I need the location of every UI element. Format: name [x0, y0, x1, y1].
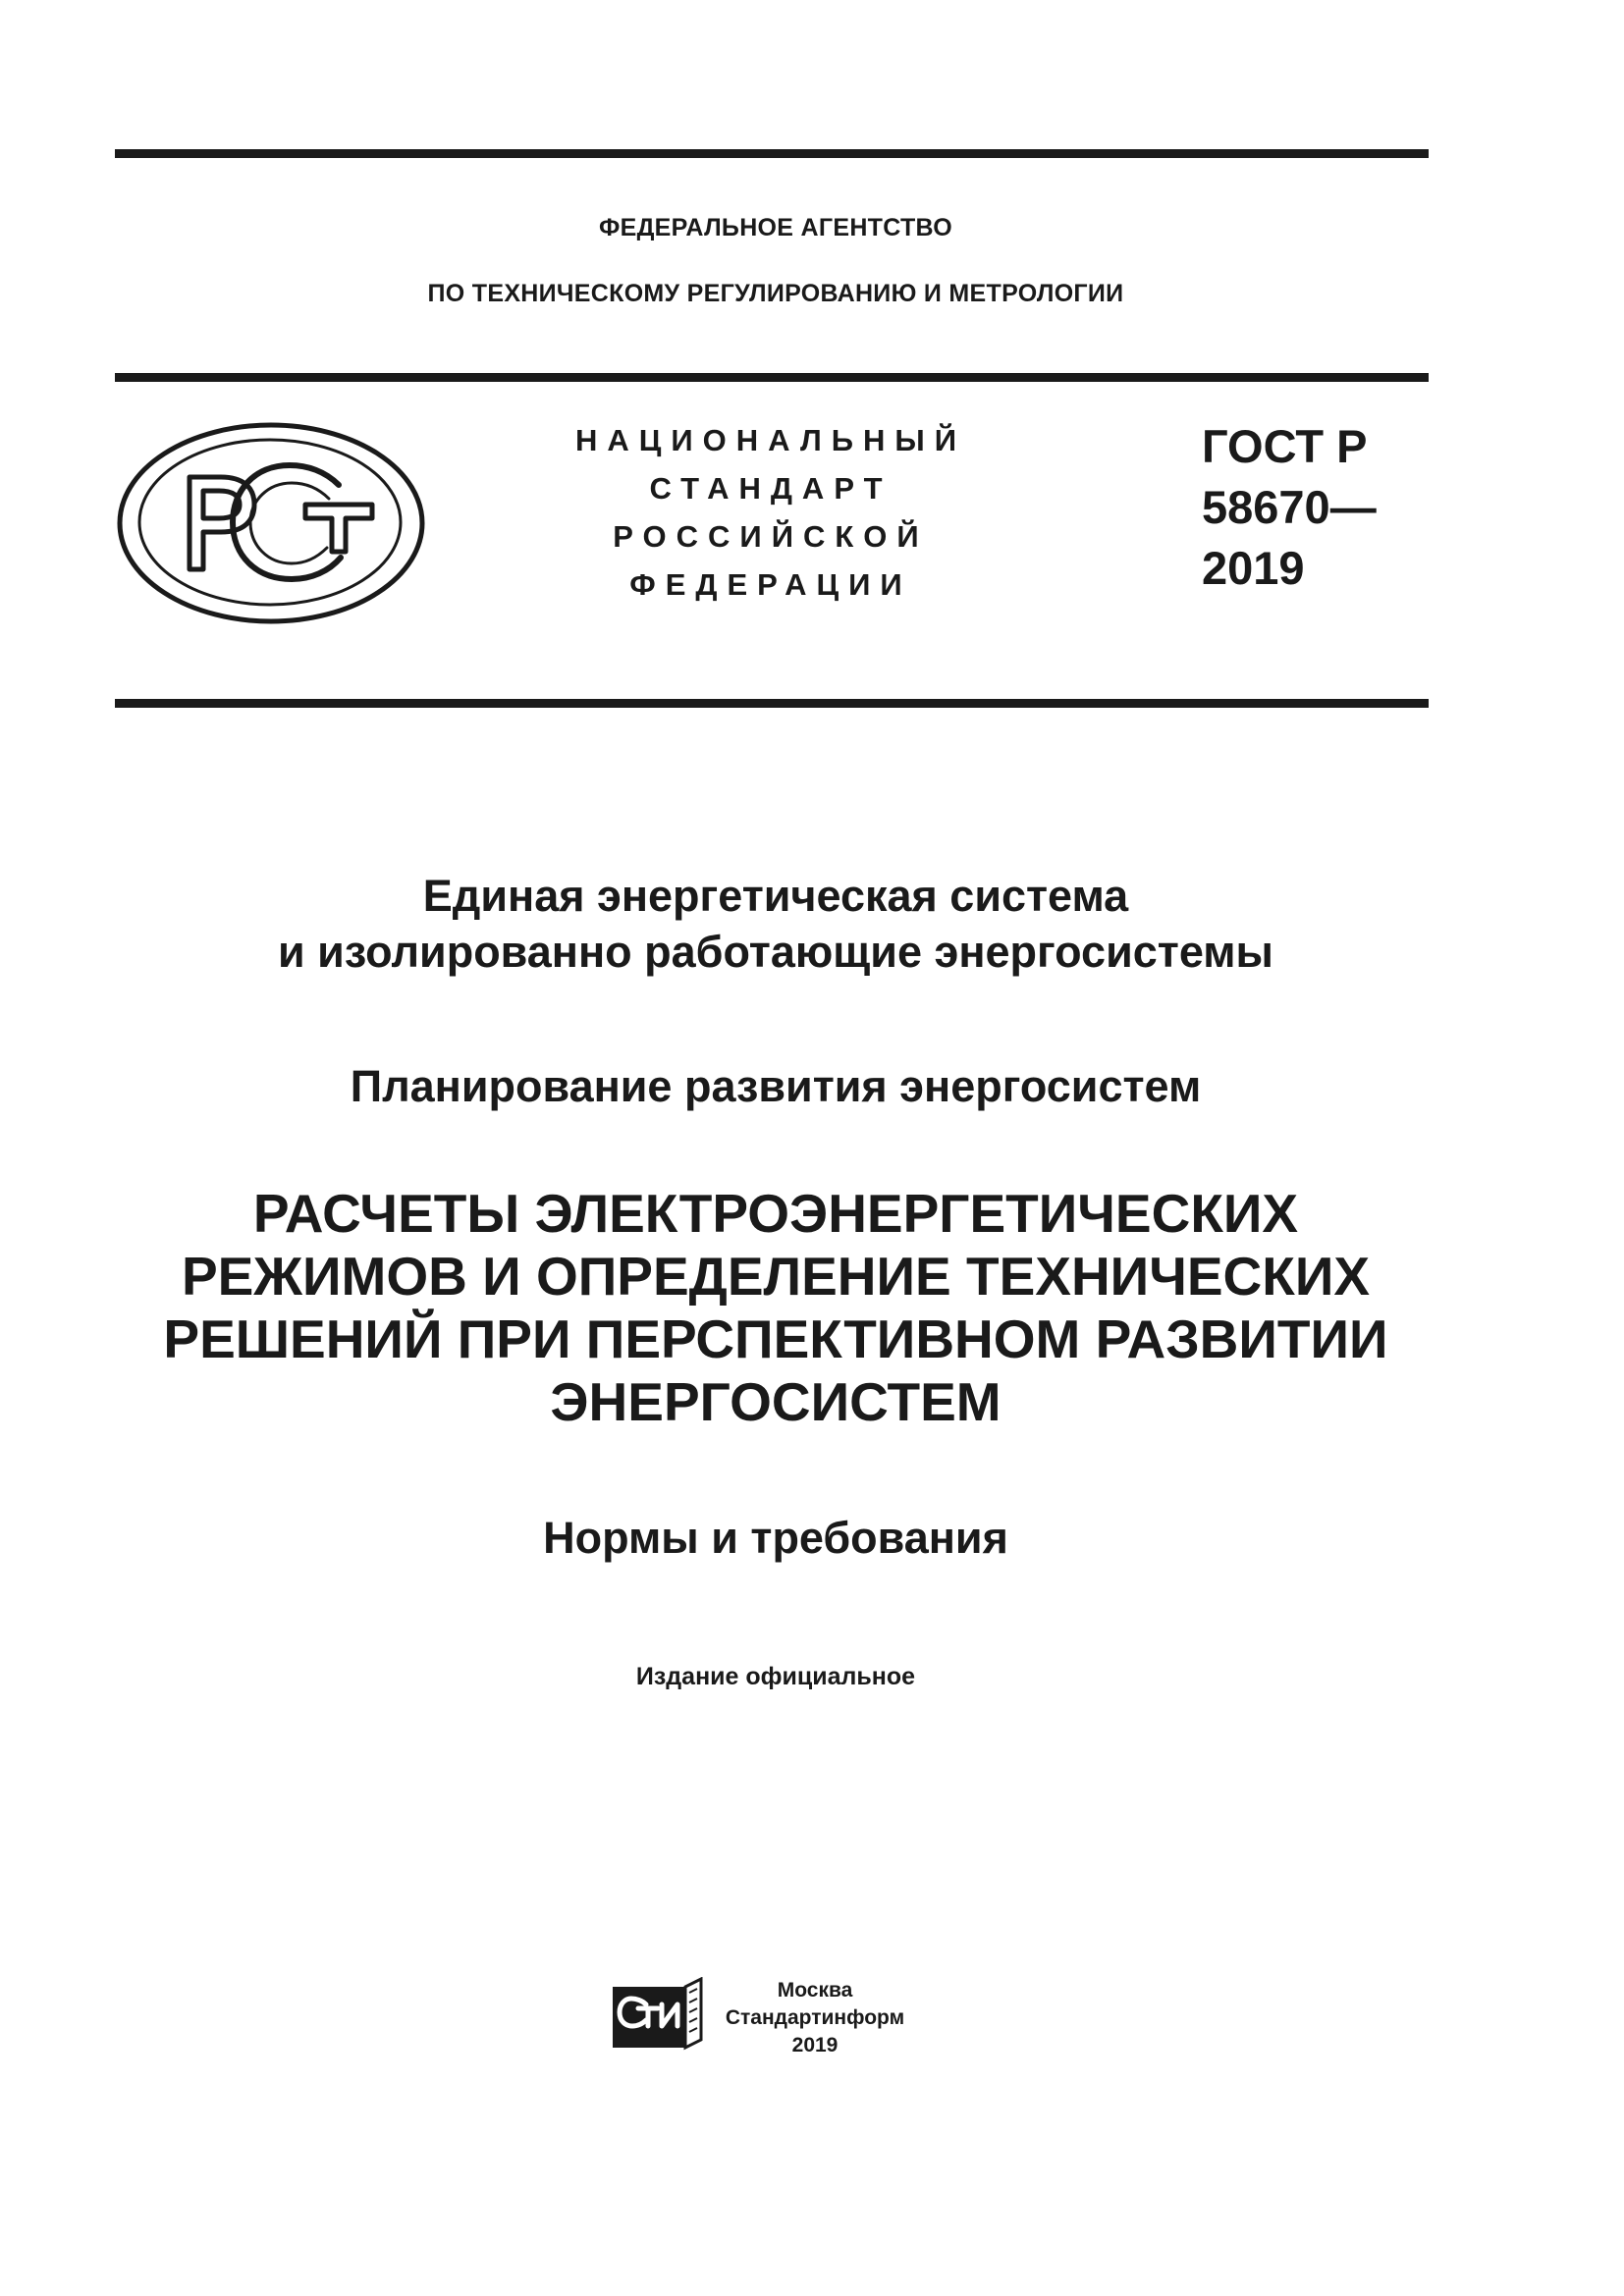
agency-name-line1: ФЕДЕРАЛЬНОЕ АГЕНТСТВО — [598, 214, 953, 241]
national-standard-line: РОССИЙСКОЙ — [613, 519, 929, 554]
national-standard-line: НАЦИОНАЛЬНЫЙ — [574, 423, 967, 457]
main-title-line: РЕШЕНИЙ ПРИ ПЕРСПЕКТИВНОМ РАЗВИТИИ — [163, 1308, 1388, 1369]
publisher-info — [717, 1977, 913, 2059]
top-rule — [115, 149, 1429, 158]
header-bottom-rule — [115, 699, 1429, 708]
agency-name-line2: ПО ТЕХНИЧЕСКОМУ РЕГУЛИРОВАНИЮ И МЕТРОЛОГИИ — [427, 280, 1124, 307]
header-top-rule — [115, 373, 1429, 382]
national-standard-label — [545, 416, 997, 609]
main-title-line: ЭНЕРГОСИСТЕМ — [550, 1371, 1001, 1432]
subtitle-line: и изолированно работающие энергосистемы — [278, 927, 1273, 977]
document-subtitle-planning: Планирование развития энергосистем — [350, 1061, 1202, 1111]
national-standard-line: СТАНДАРТ — [649, 471, 893, 506]
document-norms-subtitle: Нормы и требования — [543, 1513, 1008, 1563]
designation-line: 58670— — [1202, 481, 1377, 533]
standard-designation — [1202, 416, 1377, 599]
publisher-name: Стандартинформ — [725, 2006, 905, 2029]
designation-line: ГОСТ Р — [1202, 420, 1368, 472]
publisher-year: 2019 — [791, 2034, 839, 2056]
national-standard-line: ФЕДЕРАЦИИ — [629, 567, 912, 602]
main-title-line: РЕЖИМОВ И ОПРЕДЕЛЕНИЕ ТЕХНИЧЕСКИХ — [181, 1246, 1371, 1307]
document-subtitle-system — [0, 868, 1551, 980]
publisher-city: Москва — [777, 1979, 853, 2002]
edition-label: Издание официальное — [635, 1663, 916, 1690]
main-title-line: РАСЧЕТЫ ЭЛЕКТРОЭНЕРГЕТИЧЕСКИХ — [252, 1183, 1299, 1244]
document-main-title — [0, 1182, 1551, 1433]
designation-line: 2019 — [1202, 542, 1305, 594]
standartinform-logo-icon — [611, 1977, 705, 2052]
rst-emblem-icon — [115, 420, 427, 626]
subtitle-line: Единая энергетическая система — [422, 871, 1129, 921]
